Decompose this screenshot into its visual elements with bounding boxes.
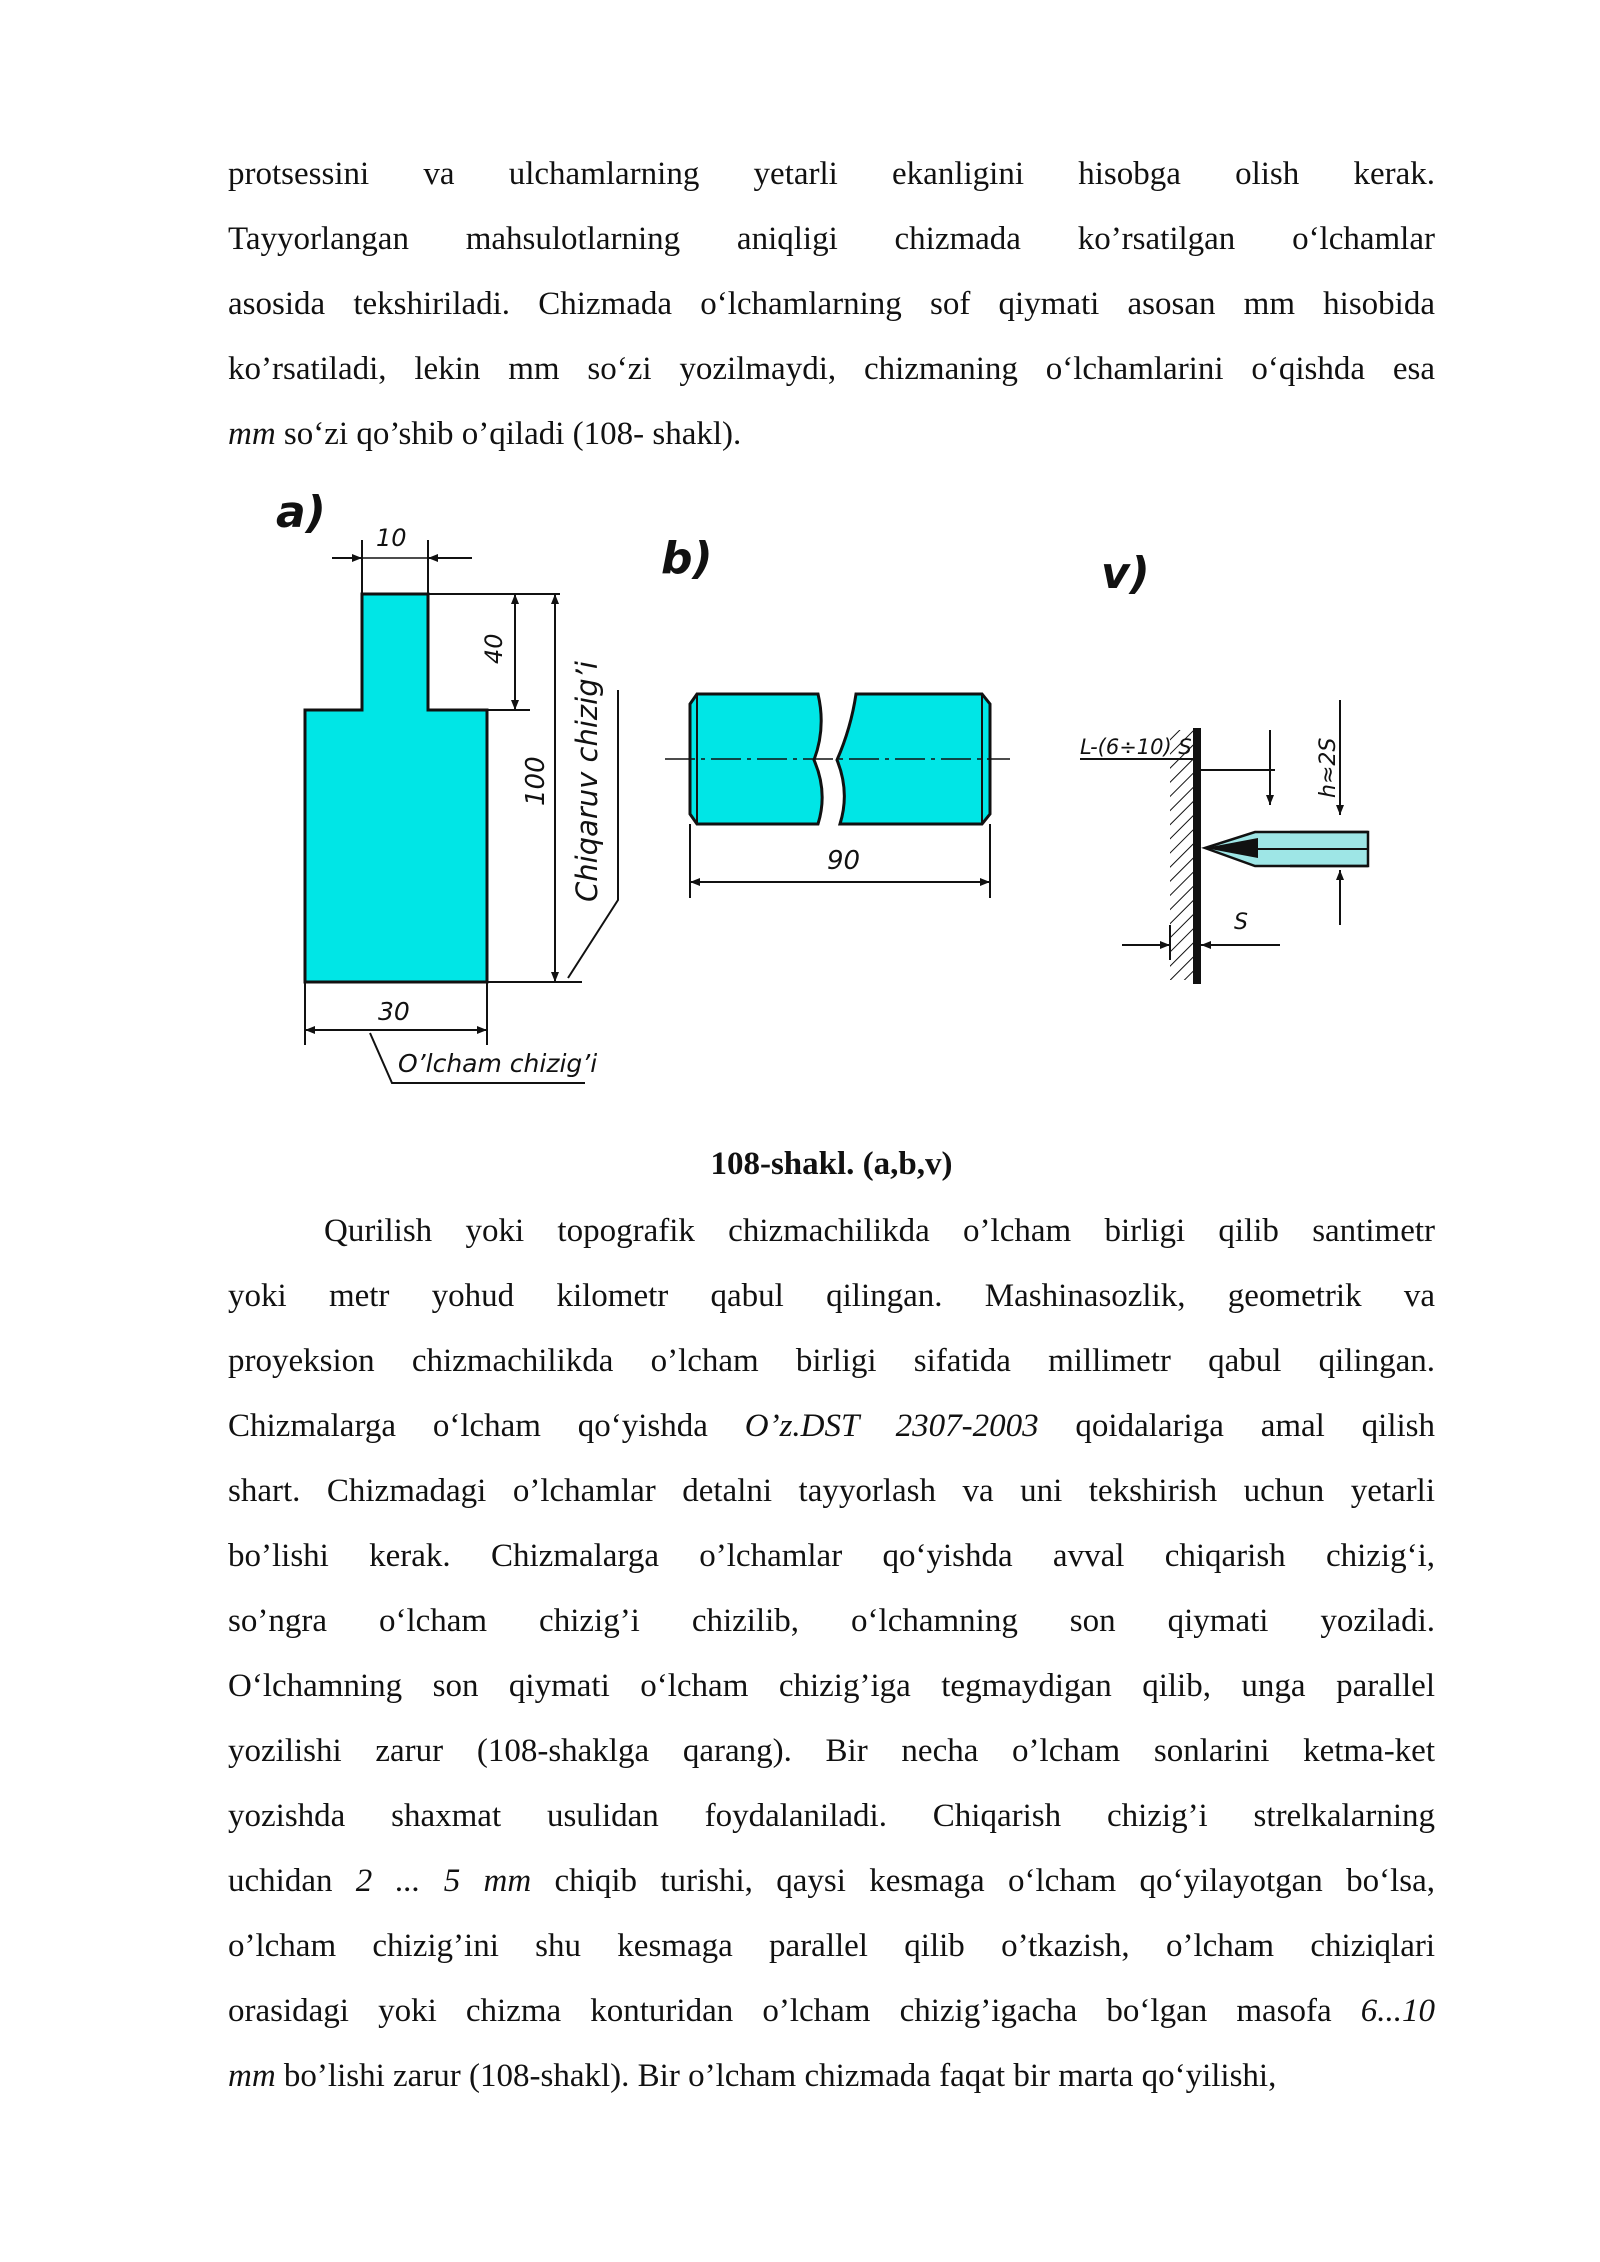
dim-s: S — [1234, 910, 1248, 935]
text-run: O’z.DST 2307-2003 — [744, 1408, 1039, 1444]
text-run: mm — [228, 416, 276, 452]
panel-a-label: a) — [276, 487, 326, 538]
figure-108 — [0, 0, 1600, 1120]
text-run: Tayyorlangan mahsulotlarning aniqligi chizmada ko’rsatilgan o‘lchamlar — [228, 221, 1435, 257]
text-run: orasidagi yoki chizma konturidan o’lcham chizig’igacha bo‘lgan masofa — [228, 1993, 1361, 2029]
dim-total-height: 100 — [521, 756, 551, 806]
plate-edge — [1193, 728, 1201, 984]
text-line — [228, 2044, 1435, 2109]
text-run: bo’lishi kerak. Chizmalarga o’lchamlar qo‘yishda avval chiqarish chizig‘i, — [228, 1538, 1435, 1574]
text-run: chiqib turishi, qaysi kesmaga o‘lcham qo‘yilayotgan bo‘lsa, — [531, 1863, 1435, 1899]
text-run: yozishda shaxmat usulidan foydalaniladi. Chiqarish chizig’i strelkalarning — [228, 1798, 1435, 1834]
text-line — [228, 1524, 1435, 1589]
text-line — [228, 1264, 1435, 1329]
text-line — [228, 1394, 1435, 1459]
dim-neck-height: 40 — [480, 633, 508, 664]
text-line — [228, 1654, 1435, 1719]
text-run: asosida tekshiriladi. Chizmada o‘lchamlarning sof qiymati asosan mm hisobida — [228, 286, 1435, 322]
text-line — [228, 1589, 1435, 1654]
text-run: shart. Chizmadagi o’lchamlar detalni tayyorlash va uni tekshirish uchun yetarli — [228, 1473, 1435, 1509]
text-run: mm — [228, 2058, 276, 2094]
paragraph-main — [228, 1199, 1435, 2109]
hatched-wall — [1170, 730, 1193, 980]
text-run: Qurilish yoki topografik chizmachilikda o’lcham birligi qilib santimetr — [324, 1213, 1435, 1249]
extension-line-label: Chiqaruv chizig’i — [570, 661, 604, 902]
panel-v-label: v) — [1101, 548, 1150, 599]
text-run: Chizmalarga o‘lcham qo‘yishda — [228, 1408, 745, 1444]
text-line — [228, 1784, 1435, 1849]
dimension-line-label: O’lcham chizig’i — [398, 1049, 598, 1078]
text-run: so‘zi qo’shib o’qiladi (108- shakl). — [275, 416, 742, 452]
dim-bottom-width: 30 — [378, 997, 410, 1026]
dim-h: h≈2S — [1316, 737, 1341, 798]
text-line — [228, 1914, 1435, 1979]
panel-b-label: b) — [661, 533, 713, 584]
text-line — [228, 1849, 1435, 1914]
panel-b — [661, 533, 1010, 898]
text-run: protsessini va ulchamlarning yetarli ekanligini hisobga olish kerak. — [228, 156, 1435, 192]
text-line — [228, 1979, 1435, 2044]
text-run: yoki metr yohud kilometr qabul qilingan. Mashinasozlik, geometrik va — [228, 1278, 1435, 1314]
text-run: O‘lchamning son qiymati o‘lcham chizig’iga tegmaydigan qilib, unga parallel — [228, 1668, 1435, 1704]
dim-length: 90 — [827, 846, 861, 876]
text-run: so’ngra o‘lcham chizig’i chizilib, o‘lchamning son qiymati yoziladi. — [228, 1603, 1435, 1639]
shaft-left-part — [690, 694, 822, 824]
text-run: proyeksion chizmachilikda o’lcham birligi sifatida millimetr qabul qilingan. — [228, 1343, 1435, 1379]
text-run: ko’rsatiladi, lekin mm so‘zi yozilmaydi, chizmaning o‘lchamlarini o‘qishda esa — [228, 351, 1435, 387]
text-run: o’lcham chizig’ini shu kesmaga parallel qilib o’tkazish, o’lcham chiziqlari — [228, 1928, 1435, 1964]
text-line — [228, 1329, 1435, 1394]
text-run: 2 ... 5 mm — [355, 1863, 532, 1899]
text-run: 6...10 — [1360, 1993, 1435, 2029]
panel-a — [276, 487, 618, 1083]
panel-v — [1080, 548, 1368, 984]
text-run: yozilishi zarur (108-shaklga qarang). Bir necha o’lcham sonlarini ketma-ket — [228, 1733, 1435, 1769]
part-shape-a — [305, 594, 487, 982]
figure-caption: 108-shakl. (a,b,v) — [710, 1146, 953, 1182]
dim-l-formula: L-(6÷10) S — [1080, 735, 1192, 759]
text-line — [228, 1199, 1435, 1264]
text-run: uchidan — [228, 1863, 356, 1899]
text-line — [228, 1459, 1435, 1524]
text-run: qoidalariga amal qilish — [1038, 1408, 1435, 1444]
dim-top-width: 10 — [376, 524, 407, 552]
text-run: bo’lishi zarur (108-shakl). Bir o’lcham chizmada faqat bir marta qo‘yilishi, — [275, 2058, 1277, 2094]
text-line — [228, 1719, 1435, 1784]
